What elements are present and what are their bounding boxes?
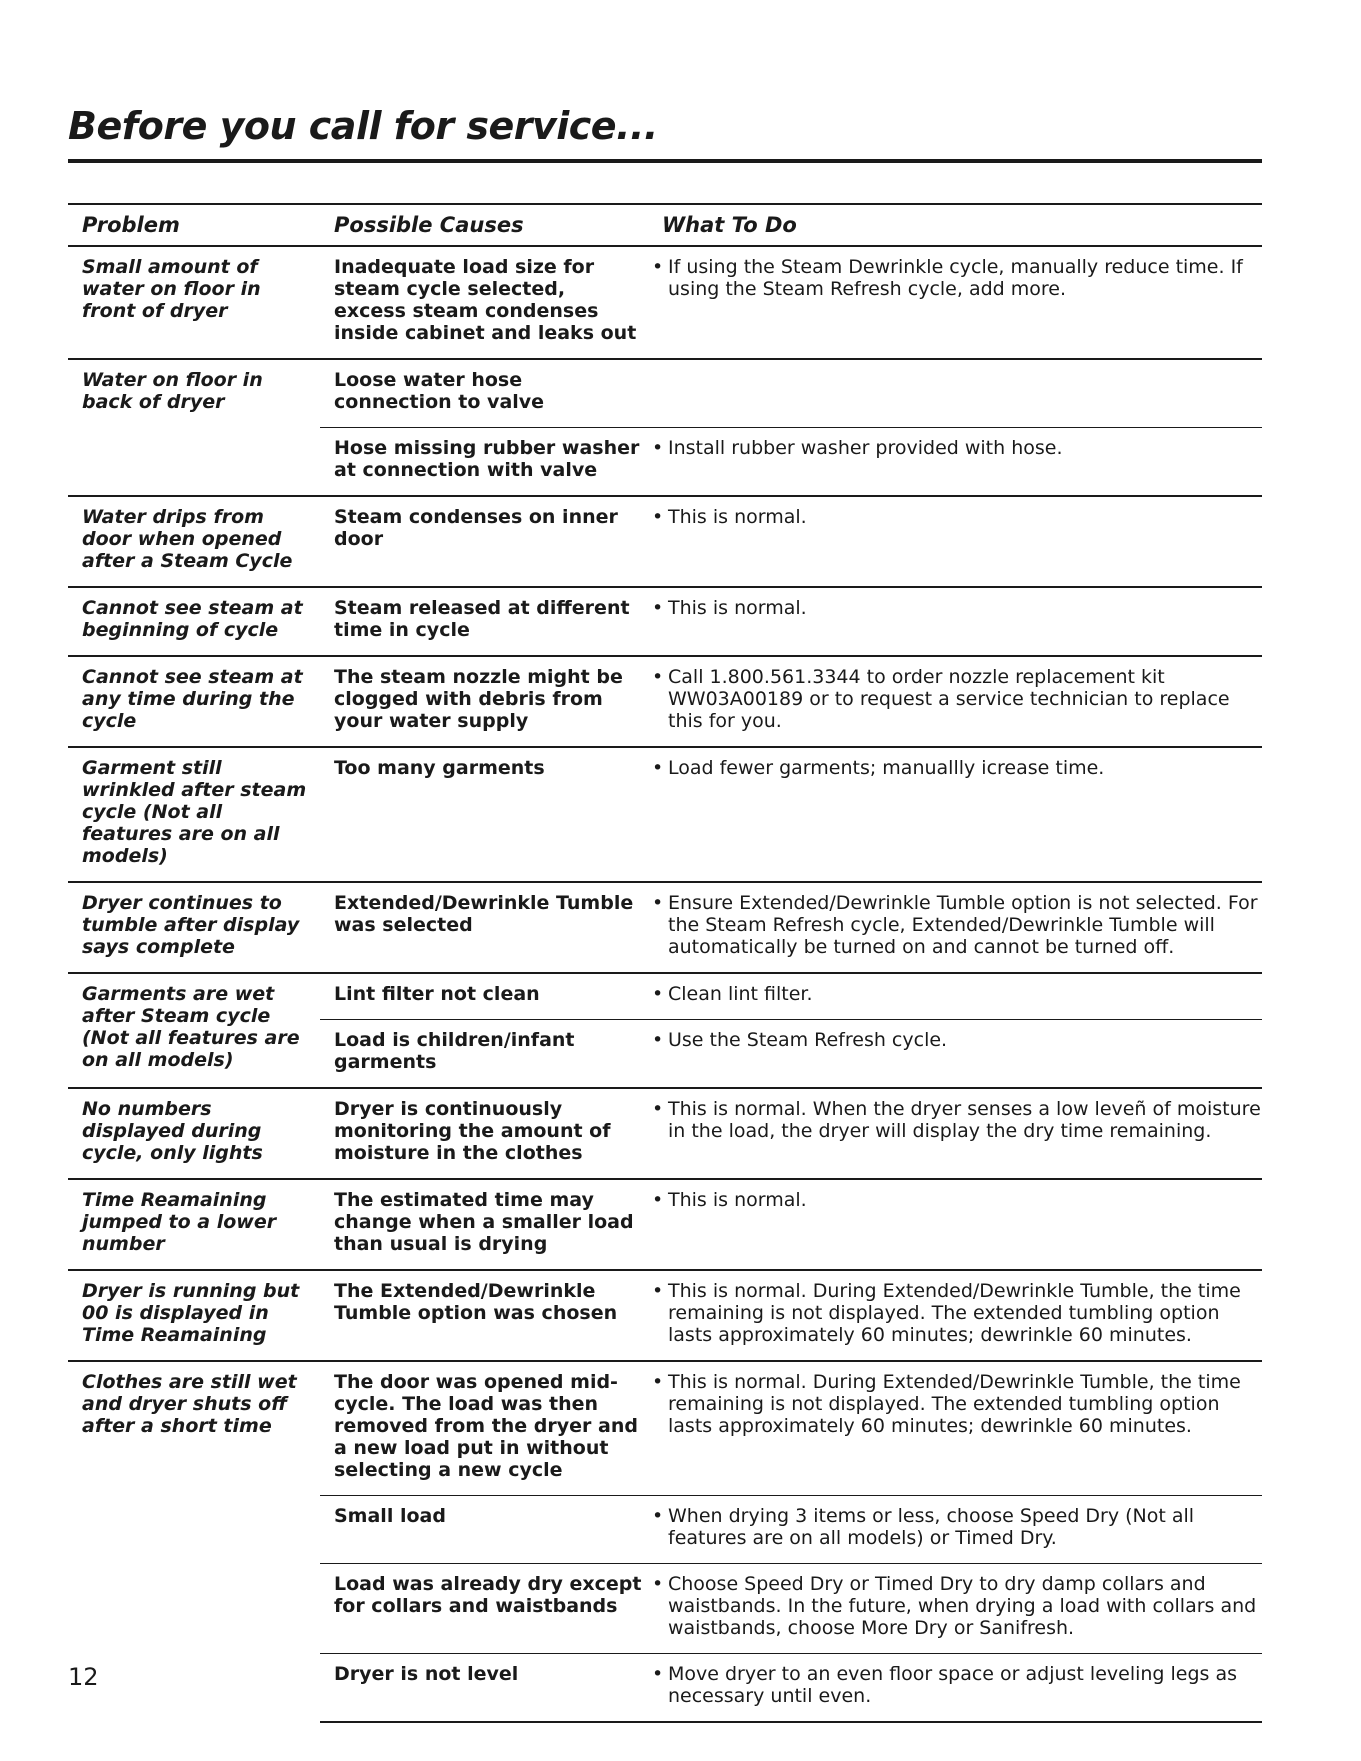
problem-cell: No numbers displayed during cycle, only lights [68, 1088, 320, 1179]
problem-cell: Dryer continues to tumble after display says complete [68, 882, 320, 973]
todo-item [652, 1189, 1262, 1211]
bullet-icon: • [652, 1029, 664, 1051]
table-row [68, 496, 1262, 587]
todo-text: This is normal. When the dryer senses a low leveñ of moisture in the load, the dryer will display the dry time remaining. [668, 1098, 1261, 1142]
problem-cell: Cannot see steam at beginning of cycle [68, 587, 320, 656]
todo-cell [648, 1088, 1262, 1179]
todo-item [652, 1029, 1262, 1051]
todo-cell [648, 246, 1262, 359]
column-header-todo: What To Do [648, 204, 1262, 246]
cause-cell: Dryer is continuously monitoring the amount of moisture in the clothes [320, 1088, 648, 1179]
problem-cell: Water on floor in back of dryer [68, 359, 320, 496]
todo-cell [648, 1361, 1262, 1496]
todo-item [652, 1663, 1262, 1707]
todo-cell [648, 1270, 1262, 1361]
todo-text: Clean lint filter. [668, 983, 813, 1005]
todo-cell [648, 1179, 1262, 1270]
cause-cell: Extended/Dewrinkle Tumble was selected [320, 882, 648, 973]
cause-cell: Lint filter not clean [320, 973, 648, 1020]
problem-cell: Time Reamaining jumped to a lower number [68, 1179, 320, 1270]
problem-cell: Water drips from door when opened after a Steam Cycle [68, 496, 320, 587]
todo-text: Install rubber washer provided with hose. [668, 437, 1063, 459]
table-body [68, 246, 1262, 1722]
problem-cell: Garments are wet after Steam cycle (Not all features are on all models) [68, 973, 320, 1088]
table-row [68, 1270, 1262, 1361]
cause-cell: Hose missing rubber washer at connection with valve [320, 428, 648, 497]
cause-cell: The steam nozzle might be clogged with debris from your water supply [320, 656, 648, 747]
troubleshooting-table-container [68, 203, 1262, 1723]
title-divider [68, 159, 1262, 163]
bullet-icon: • [652, 1098, 664, 1120]
todo-text: This is normal. [668, 506, 807, 528]
table-row [68, 359, 1262, 428]
todo-item [652, 597, 1262, 619]
table-header [68, 204, 1262, 246]
table-row [68, 747, 1262, 882]
bullet-icon: • [652, 983, 664, 1005]
todo-text: If using the Steam Dewrinkle cycle, manually reduce time. If using the Steam Refresh cycle, add more. [668, 256, 1243, 300]
todo-item [652, 256, 1262, 300]
todo-item [652, 757, 1262, 779]
todo-item [652, 1280, 1262, 1346]
table-row [68, 882, 1262, 973]
problem-cell: Small amount of water on floor in front of dryer [68, 246, 320, 359]
todo-cell [648, 1564, 1262, 1654]
todo-text: Call 1.800.561.3344 to order nozzle replacement kit WW03A00189 or to request a service technician to replace this for you. [668, 666, 1230, 732]
bullet-icon: • [652, 1573, 664, 1595]
todo-item [652, 1505, 1262, 1549]
todo-cell [648, 428, 1262, 497]
bullet-icon: • [652, 597, 664, 619]
bullet-icon: • [652, 1189, 664, 1211]
cause-cell: Small load [320, 1496, 648, 1564]
todo-cell [648, 496, 1262, 587]
todo-text: Choose Speed Dry or Timed Dry to dry damp collars and waistbands. In the future, when drying a load with collars and waistbands, choose More Dry or Sanifresh. [668, 1573, 1257, 1639]
table-row [68, 973, 1262, 1020]
cause-cell: The estimated time may change when a smaller load than usual is drying [320, 1179, 648, 1270]
bullet-icon: • [652, 757, 664, 779]
todo-item [652, 983, 1262, 1005]
todo-item [652, 666, 1262, 732]
cause-cell: Loose water hose connection to valve [320, 359, 648, 428]
todo-cell [648, 882, 1262, 973]
todo-text: Ensure Extended/Dewrinkle Tumble option is not selected. For the Steam Refresh cycle, Extended/Dewrinkle Tumble will automatically be turned on and cannot be turned off. [668, 892, 1258, 958]
bullet-icon: • [652, 892, 664, 914]
todo-item [652, 1371, 1262, 1437]
todo-text: This is normal. [668, 1189, 807, 1211]
bullet-icon: • [652, 1371, 664, 1393]
problem-cell: Cannot see steam at any time during the cycle [68, 656, 320, 747]
page-title: Before you call for service... [68, 104, 658, 148]
todo-text: This is normal. During Extended/Dewrinkle Tumble, the time remaining is not displayed. The extended tumbling option lasts approximately 60 minutes; dewrinkle 60 minutes. [668, 1371, 1241, 1437]
cause-cell: The Extended/Dewrinkle Tumble option was chosen [320, 1270, 648, 1361]
todo-cell [648, 747, 1262, 882]
cause-cell: Steam condenses on inner door [320, 496, 648, 587]
problem-cell: Dryer is running but 00 is displayed in Time Reamaining [68, 1270, 320, 1361]
problem-cell: Clothes are still wet and dryer shuts off after a short time [68, 1361, 320, 1722]
todo-cell [648, 359, 1262, 428]
header-row [68, 204, 1262, 246]
cause-cell: Load was already dry except for collars and waistbands [320, 1564, 648, 1654]
bullet-icon: • [652, 666, 664, 688]
todo-item [652, 437, 1262, 459]
problem-cell: Garment still wrinkled after steam cycle (Not all features are on all models) [68, 747, 320, 882]
bullet-icon: • [652, 1505, 664, 1527]
todo-cell [648, 656, 1262, 747]
table-row [68, 246, 1262, 359]
column-header-causes: Possible Causes [320, 204, 648, 246]
todo-item [652, 1098, 1262, 1142]
todo-cell [648, 1654, 1262, 1723]
column-header-problem: Problem [68, 204, 320, 246]
bullet-icon: • [652, 437, 664, 459]
table-row [68, 1361, 1262, 1496]
todo-text: Use the Steam Refresh cycle. [668, 1029, 948, 1051]
todo-text: Move dryer to an even floor space or adjust leveling legs as necessary until even. [668, 1663, 1238, 1707]
todo-text: This is normal. [668, 597, 807, 619]
page-number: 12 [68, 1663, 99, 1691]
todo-cell [648, 1020, 1262, 1089]
todo-item [652, 892, 1262, 958]
bullet-icon: • [652, 256, 664, 278]
cause-cell: The door was opened mid-cycle. The load was then removed from the dryer and a new load put in without selecting a new cycle [320, 1361, 648, 1496]
table-row [68, 656, 1262, 747]
troubleshooting-table [68, 203, 1262, 1723]
table-row [68, 587, 1262, 656]
todo-cell [648, 1496, 1262, 1564]
table-row [68, 1088, 1262, 1179]
todo-text: Load fewer garments; manuallly icrease time. [668, 757, 1105, 779]
todo-text: This is normal. During Extended/Dewrinkle Tumble, the time remaining is not displayed. The extended tumbling option lasts approximately 60 minutes; dewrinkle 60 minutes. [668, 1280, 1241, 1346]
todo-cell [648, 587, 1262, 656]
todo-cell [648, 973, 1262, 1020]
cause-cell: Too many garments [320, 747, 648, 882]
cause-cell: Inadequate load size for steam cycle selected, excess steam condenses inside cabinet and leaks out [320, 246, 648, 359]
cause-cell: Load is children/infant garments [320, 1020, 648, 1089]
todo-text: When drying 3 items or less, choose Speed Dry (Not all features are on all models) or Timed Dry. [668, 1505, 1195, 1549]
bullet-icon: • [652, 1663, 664, 1685]
todo-item [652, 506, 1262, 528]
cause-cell: Steam released at different time in cycle [320, 587, 648, 656]
bullet-icon: • [652, 1280, 664, 1302]
bullet-icon: • [652, 506, 664, 528]
todo-item [652, 1573, 1262, 1639]
cause-cell: Dryer is not level [320, 1654, 648, 1723]
table-row [68, 1179, 1262, 1270]
